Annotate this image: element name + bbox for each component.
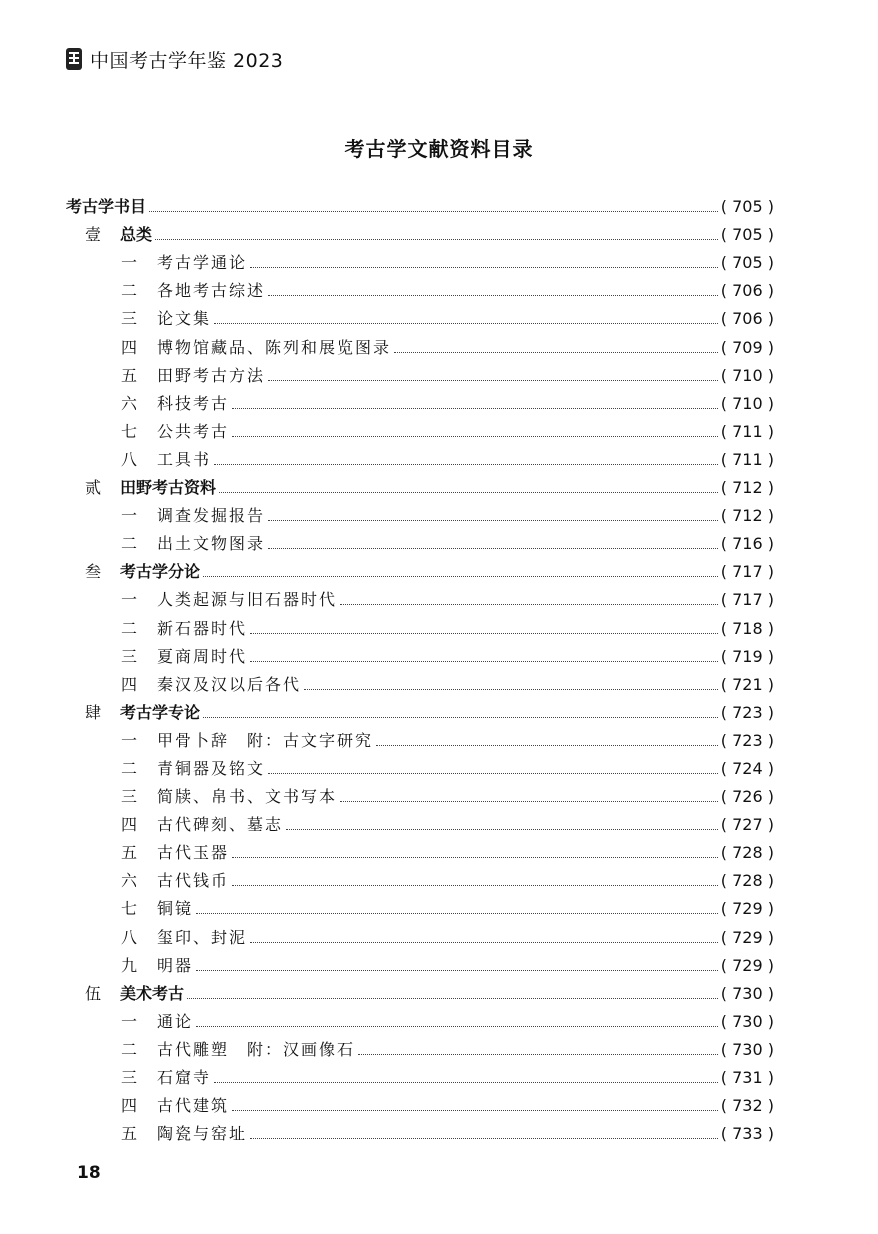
- toc-entry-page: ( 712 ): [720, 478, 774, 498]
- toc-entry-number: 伍: [85, 983, 102, 1003]
- toc-entry-number: 一: [121, 590, 138, 610]
- dot-leader: [376, 745, 718, 746]
- toc-entry-number: 四: [121, 337, 138, 357]
- toc-entry-page: ( 705 ): [720, 197, 774, 217]
- running-header: [64, 44, 283, 74]
- toc-entry-label: 古代建筑: [157, 1096, 230, 1116]
- table-of-contents: [66, 189, 774, 1144]
- toc-entry-page: ( 721 ): [720, 674, 774, 694]
- page-number: 18: [77, 1163, 101, 1183]
- toc-entry-page: ( 727 ): [720, 815, 774, 835]
- toc-entry-number: 贰: [85, 478, 102, 498]
- dot-leader: [187, 998, 718, 999]
- toc-entry-page: ( 733 ): [720, 1124, 774, 1144]
- dot-leader: [286, 829, 718, 830]
- toc-entry-label: 古代钱币: [157, 871, 230, 891]
- toc-entry: [66, 1060, 774, 1088]
- toc-entry-number: 八: [121, 449, 138, 469]
- dot-leader: [268, 295, 718, 296]
- toc-entry: [66, 835, 774, 863]
- toc-entry-number: 二: [121, 758, 138, 778]
- toc-entry-label: 人类起源与旧石器时代: [157, 590, 338, 610]
- toc-entry-label: 简牍、帛书、文书写本: [157, 787, 338, 807]
- toc-entry-label: 石窟寺: [157, 1068, 212, 1087]
- dot-leader: [196, 1026, 718, 1027]
- toc-entry-label: 工具书: [157, 449, 212, 469]
- toc-entry: [66, 639, 774, 667]
- toc-entry-number: 肆: [85, 702, 102, 722]
- toc-entry: [66, 948, 774, 976]
- toc-entry-label: 各地考古综述: [157, 281, 266, 301]
- dot-leader: [268, 548, 718, 549]
- toc-entry-label: 古代碑刻、墓志: [157, 815, 284, 835]
- toc-entry-page: ( 731 ): [720, 1068, 774, 1087]
- toc-entry: [66, 1088, 774, 1116]
- toc-entry-number: 五: [121, 1124, 138, 1144]
- toc-entry: [66, 386, 774, 414]
- toc-entry: [66, 301, 774, 329]
- toc-entry-page: ( 723 ): [720, 730, 774, 750]
- toc-entry: [66, 217, 774, 245]
- toc-entry-number: 二: [121, 534, 138, 554]
- toc-entry-number: 三: [121, 309, 138, 329]
- toc-entry-page: ( 729 ): [720, 955, 774, 975]
- dot-leader: [203, 717, 718, 718]
- toc-entry: [66, 863, 774, 891]
- toc-entry-page: ( 723 ): [720, 702, 774, 722]
- toc-entry: [66, 470, 774, 498]
- toc-entry-label: 考古学通论: [157, 253, 248, 273]
- toc-entry-page: ( 706 ): [720, 281, 774, 301]
- dot-leader: [340, 604, 718, 605]
- dot-leader: [232, 436, 718, 437]
- dot-leader: [214, 464, 718, 465]
- toc-entry-number: 二: [121, 1039, 138, 1059]
- toc-entry: [66, 414, 774, 442]
- dot-leader: [358, 1054, 718, 1055]
- toc-entry-number: 六: [121, 871, 138, 891]
- dot-leader: [250, 267, 718, 268]
- toc-entry: [66, 582, 774, 610]
- toc-entry: [66, 919, 774, 947]
- dot-leader: [232, 408, 718, 409]
- toc-entry: [66, 807, 774, 835]
- toc-entry-label: 调查发掘报告: [157, 506, 266, 526]
- toc-entry-page: ( 717 ): [720, 590, 774, 610]
- toc-entry-number: 八: [121, 927, 138, 947]
- dot-leader: [232, 857, 718, 858]
- toc-entry-number: 四: [121, 1096, 138, 1116]
- dot-leader: [250, 633, 718, 634]
- toc-entry-number: 二: [121, 281, 138, 301]
- toc-entry-page: ( 709 ): [720, 337, 774, 357]
- toc-entry-label: 考古学专论: [120, 702, 201, 722]
- toc-entry-number: 四: [121, 815, 138, 835]
- dot-leader: [340, 801, 718, 802]
- toc-entry-label: 田野考古方法: [157, 365, 266, 385]
- toc-entry-number: 六: [121, 393, 138, 413]
- toc-entry-label: 新石器时代: [157, 618, 248, 638]
- toc-entry-page: ( 726 ): [720, 787, 774, 807]
- toc-entry-label: 夏商周时代: [157, 646, 248, 666]
- dot-leader: [268, 380, 718, 381]
- toc-entry-page: ( 719 ): [720, 646, 774, 666]
- toc-entry: [66, 245, 774, 273]
- dot-leader: [196, 913, 718, 914]
- toc-entry-number: 壹: [85, 225, 102, 245]
- toc-entry-page: ( 711 ): [720, 421, 774, 441]
- toc-entry-label: 通论: [157, 1011, 194, 1031]
- toc-entry-label: 出土文物图录: [157, 534, 266, 554]
- toc-entry-number: 四: [121, 674, 138, 694]
- toc-entry-number: 二: [121, 618, 138, 638]
- toc-entry: [66, 273, 774, 301]
- toc-entry: [66, 667, 774, 695]
- toc-entry-number: 五: [121, 843, 138, 863]
- toc-entry: [66, 526, 774, 554]
- toc-entry-page: ( 729 ): [720, 899, 774, 919]
- toc-entry: [66, 442, 774, 470]
- toc-entry-page: ( 728 ): [720, 871, 774, 891]
- dot-leader: [250, 1138, 718, 1139]
- toc-entry-page: ( 724 ): [720, 758, 774, 778]
- dot-leader: [214, 323, 718, 324]
- toc-entry-page: ( 705 ): [720, 253, 774, 273]
- toc-entry-label: 陶瓷与窑址: [157, 1124, 248, 1144]
- toc-entry-label: 古代玉器: [157, 843, 230, 863]
- dot-leader: [304, 689, 718, 690]
- toc-entry-label: 秦汉及汉以后各代: [157, 674, 302, 694]
- toc-entry-number: 三: [121, 646, 138, 666]
- toc-entry-page: ( 706 ): [720, 309, 774, 329]
- toc-entry-page: ( 711 ): [720, 449, 774, 469]
- toc-entry-label: 古代雕塑 附：汉画像石: [157, 1039, 356, 1059]
- toc-entry-label: 博物馆藏品、陈列和展览图录: [157, 337, 392, 357]
- toc-entry-label: 田野考古资料: [120, 478, 217, 498]
- toc-entry-page: ( 717 ): [720, 562, 774, 582]
- page-title: 考古学文献资料目录: [344, 137, 534, 161]
- toc-entry-page: ( 730 ): [720, 1011, 774, 1031]
- toc-entry: [66, 891, 774, 919]
- toc-entry-label: 美术考古: [120, 983, 185, 1003]
- toc-entry: [66, 723, 774, 751]
- toc-entry-number: 三: [121, 787, 138, 807]
- toc-entry: [66, 695, 774, 723]
- header-title: 中国考古学年鉴 2023: [90, 49, 284, 72]
- toc-entry-page: ( 728 ): [720, 843, 774, 863]
- dot-leader: [196, 970, 718, 971]
- toc-entry-label: 考古学书目: [66, 197, 147, 217]
- book-seal-icon: [64, 46, 84, 72]
- toc-entry-number: 一: [121, 1011, 138, 1031]
- toc-entry-label: 公共考古: [157, 421, 230, 441]
- dot-leader: [203, 576, 718, 577]
- toc-entry-number: 一: [121, 506, 138, 526]
- toc-entry-number: 七: [121, 899, 138, 919]
- toc-entry-page: ( 712 ): [720, 506, 774, 526]
- toc-entry: [66, 610, 774, 638]
- dot-leader: [219, 492, 718, 493]
- toc-entry-number: 三: [121, 1068, 138, 1087]
- toc-entry-number: 一: [121, 253, 138, 273]
- toc-entry-page: ( 710 ): [720, 393, 774, 413]
- toc-entry-page: ( 730 ): [720, 983, 774, 1003]
- toc-entry-label: 明器: [157, 955, 194, 975]
- toc-entry: [66, 189, 774, 217]
- dot-leader: [250, 942, 718, 943]
- toc-entry-label: 论文集: [157, 309, 212, 329]
- toc-entry: [66, 751, 774, 779]
- dot-leader: [149, 211, 718, 212]
- toc-entry-page: ( 732 ): [720, 1096, 774, 1116]
- toc-entry-number: 五: [121, 365, 138, 385]
- dot-leader: [268, 773, 718, 774]
- toc-entry-label: 甲骨卜辞 附：古文字研究: [157, 730, 374, 750]
- toc-entry: [66, 329, 774, 357]
- dot-leader: [214, 1082, 718, 1083]
- toc-entry: [66, 554, 774, 582]
- toc-entry-label: 考古学分论: [120, 562, 201, 582]
- toc-entry-page: ( 718 ): [720, 618, 774, 638]
- toc-entry-label: 总类: [120, 225, 153, 245]
- toc-entry-page: ( 729 ): [720, 927, 774, 947]
- toc-entry-label: 青铜器及铭文: [157, 758, 266, 778]
- toc-entry: [66, 1116, 774, 1144]
- toc-entry-label: 铜镜: [157, 899, 194, 919]
- toc-entry: [66, 358, 774, 386]
- dot-leader: [232, 885, 718, 886]
- toc-entry-label: 科技考古: [157, 393, 230, 413]
- toc-entry-page: ( 710 ): [720, 365, 774, 385]
- toc-entry-label: 玺印、封泥: [157, 927, 248, 947]
- toc-entry: [66, 1032, 774, 1060]
- toc-entry-number: 七: [121, 421, 138, 441]
- toc-entry: [66, 976, 774, 1004]
- dot-leader: [155, 239, 718, 240]
- toc-entry: [66, 1004, 774, 1032]
- toc-entry-page: ( 705 ): [720, 225, 774, 245]
- dot-leader: [394, 352, 718, 353]
- dot-leader: [232, 1110, 718, 1111]
- toc-entry-number: 一: [121, 730, 138, 750]
- toc-entry-number: 叁: [85, 562, 102, 582]
- toc-entry: [66, 498, 774, 526]
- toc-entry-number: 九: [121, 955, 138, 975]
- toc-entry-page: ( 716 ): [720, 534, 774, 554]
- dot-leader: [250, 661, 718, 662]
- dot-leader: [268, 520, 718, 521]
- toc-entry: [66, 779, 774, 807]
- toc-entry-page: ( 730 ): [720, 1039, 774, 1059]
